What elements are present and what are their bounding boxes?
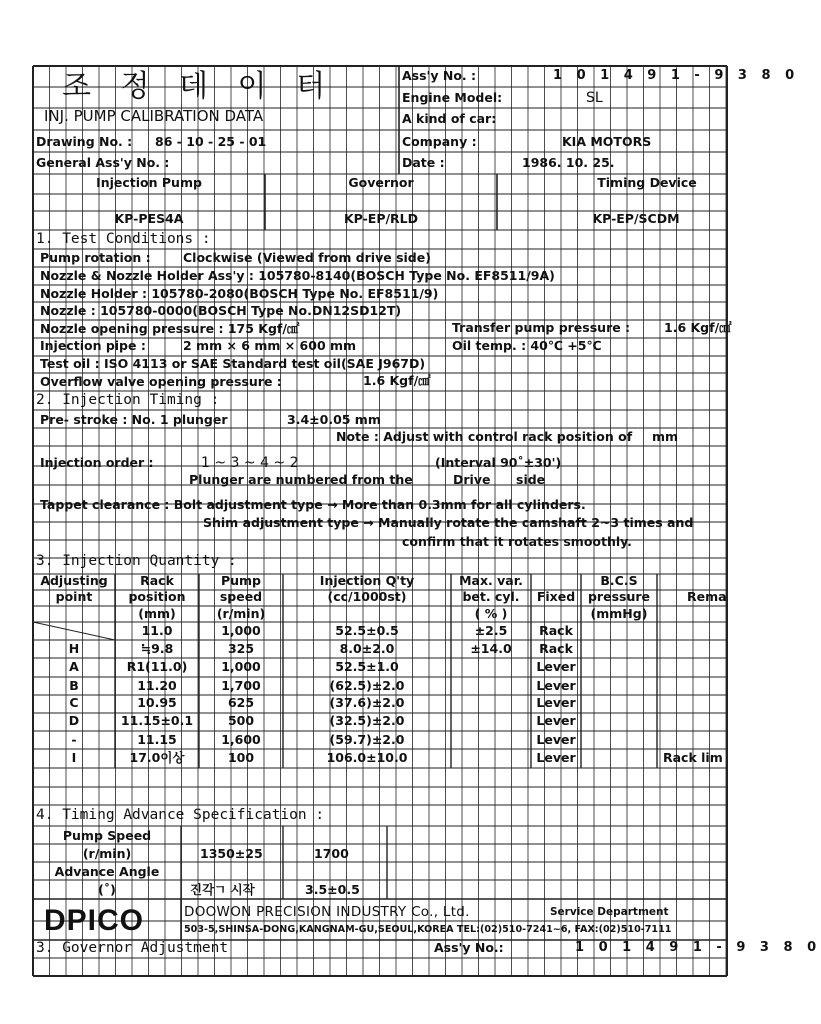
- col-rack-3: (mm): [138, 606, 176, 621]
- col-bcs-1: B.C.S: [600, 573, 638, 588]
- col-var-1: Max. var.: [459, 573, 523, 588]
- rack-position-note-unit: mm: [652, 429, 679, 444]
- qty-cell-point: H: [68, 641, 80, 656]
- injection-timing-heading: 2. Injection Timing :: [36, 392, 220, 408]
- nozzle-holder-assy: Nozzle & Nozzle Holder Ass'y : 105780-8140(BOSCH Type No. EF8511/9A): [40, 268, 555, 283]
- governor-assy-label: Ass'y No.:: [434, 940, 504, 955]
- company-label: Company :: [402, 134, 477, 149]
- qty-cell-fixed: Lever: [536, 695, 576, 710]
- assy-value: 1 0 1 4 9 1 - 9 3 8 0: [553, 68, 800, 83]
- qty-cell-speed: 625: [227, 695, 255, 710]
- nozzle: Nozzle : 105780-0000(BOSCH Type No.DN12SD12T): [40, 303, 402, 318]
- injection-order-value: 1 ~ 3 ~ 4 ~ 2: [201, 455, 299, 471]
- qty-cell-speed: 500: [227, 713, 255, 728]
- qty-cell-qty: (37.6)±2.0: [329, 695, 405, 710]
- drawing-value: 86 - 10 - 25 - 01: [155, 134, 267, 149]
- advance-angle-1: 진각ㄱ 시작: [190, 882, 255, 897]
- date-label: Date :: [402, 155, 445, 170]
- prestroke-value: 3.4±0.05 mm: [287, 412, 381, 427]
- qty-cell-speed: 1,600: [221, 732, 261, 747]
- qty-cell-qty: 106.0±10.0: [326, 750, 408, 765]
- assy-label: Ass'y No. :: [402, 68, 477, 83]
- qty-cell-point: C: [69, 695, 79, 710]
- col-var-2: bet. cyl.: [462, 589, 520, 604]
- test-conditions-heading: 1. Test Conditions :: [36, 231, 211, 247]
- drawing-label: Drawing No. :: [36, 134, 133, 149]
- plunger-numbering: Plunger are numbered from the: [189, 472, 413, 487]
- col-speed-2: speed: [219, 589, 263, 604]
- advance-angle-unit: (˚): [98, 882, 116, 897]
- qty-cell-rack: ≒9.8: [140, 641, 174, 656]
- qty-cell-speed: 100: [227, 750, 255, 765]
- qty-cell-rack: R1(11.0): [126, 659, 188, 674]
- injection-pipe-value: 2 mm × 6 mm × 600 mm: [183, 338, 357, 353]
- qty-cell-point: -: [71, 732, 77, 747]
- timing-speed-2: 1700: [314, 846, 349, 861]
- car-label: A kind of car:: [402, 111, 497, 126]
- company-logo: DPICO: [44, 904, 145, 937]
- qty-cell-fixed: Lever: [536, 659, 576, 674]
- timing-speed-1: 1350±25: [200, 846, 263, 861]
- qty-cell-rack: 11.15±0.1: [120, 713, 194, 728]
- test-oil: Test oil : ISO 4113 or SAE Standard test oil(SAE J967D): [40, 356, 426, 371]
- pump-rotation-value: Clockwise (Viewed from drive side): [183, 250, 431, 265]
- transfer-pump-pressure-label: Transfer pump pressure :: [452, 320, 631, 335]
- governor-assy-value: 1 0 1 4 9 1 - 9 3 8 0: [575, 940, 821, 955]
- col-qty-2: (cc/1000st): [327, 589, 407, 604]
- pump-speed-label: Pump Speed: [62, 828, 152, 843]
- qty-cell-qty: 52.5±1.0: [335, 659, 399, 674]
- component-header-governor: Governor: [348, 175, 414, 190]
- injection-quantity-heading: 3. Injection Quantity :: [36, 553, 237, 569]
- col-speed-3: (r/min): [216, 606, 266, 621]
- qty-cell-fixed: Lever: [536, 678, 576, 693]
- qty-cell-point: I: [71, 750, 77, 765]
- service-department: Service Department: [550, 906, 669, 918]
- governor-adjustment-heading: 3. Governor Adjustment: [36, 940, 229, 956]
- component-value-governor: KP-EP/RLD: [343, 211, 419, 226]
- qty-cell-rack: 11.20: [137, 678, 177, 693]
- side-label: side: [516, 472, 546, 487]
- overflow-valve-label: Overflow valve opening pressure :: [40, 374, 282, 389]
- tappet-clearance: Tappet clearance : Bolt adjustment type → More than 0.3mm for all cylinders.: [40, 497, 586, 512]
- company-address: 503-5,SHINSA-DONG,KANGNAM-GU,SEOUL,KOREA TEL:(02)510-7241~6, FAX:(02)510-7111: [184, 924, 672, 935]
- col-rack-2: position: [128, 589, 186, 604]
- injection-order-label: Injection order :: [40, 455, 154, 470]
- col-adjusting-2: point: [55, 589, 93, 604]
- col-bcs-2: pressure: [587, 589, 650, 604]
- qty-cell-qty: (59.7)±2.0: [329, 732, 405, 747]
- shim-adjustment-line2: confirm that it rotates smoothly.: [402, 534, 632, 549]
- col-remark: Rema: [687, 589, 727, 604]
- qty-cell-speed: 325: [227, 641, 255, 656]
- qty-cell-speed: 1,700: [221, 678, 261, 693]
- title-korean: 조 정 데 이 터: [62, 69, 336, 104]
- advance-angle-2: 3.5±0.5: [305, 882, 360, 897]
- qty-cell-fixed: Lever: [536, 750, 576, 765]
- component-header-timing: Timing Device: [597, 175, 697, 190]
- qty-cell-rack: 17.0이상: [129, 750, 185, 765]
- qty-cell-point: D: [68, 713, 80, 728]
- qty-cell-rack: 11.0: [141, 623, 173, 638]
- qty-cell-qty: 52.5±0.5: [335, 623, 399, 638]
- qty-cell-point: A: [69, 659, 79, 674]
- qty-cell-fixed: Rack: [539, 641, 573, 656]
- qty-cell-var: ±2.5: [474, 623, 508, 638]
- component-value-timing: KP-EP/SCDM: [592, 211, 680, 226]
- grid-line: [33, 622, 115, 640]
- qty-cell-speed: 1,000: [221, 659, 261, 674]
- qty-cell-var: ±14.0: [470, 641, 512, 656]
- transfer-pump-pressure-value: 1.6 Kgf/㎠: [664, 320, 732, 335]
- qty-cell-fixed: Lever: [536, 732, 576, 747]
- title-english: INJ. PUMP CALIBRATION DATA: [44, 107, 264, 125]
- col-adjusting-1: Adjusting: [40, 573, 108, 588]
- col-qty-1: Injection Q'ty: [319, 573, 415, 588]
- company-value: KIA MOTORS: [562, 134, 652, 149]
- pump-rotation-label: Pump rotation :: [40, 250, 151, 265]
- component-value-pump: KP-PES4A: [114, 211, 184, 226]
- nozzle-opening-pressure: Nozzle opening pressure : 175 Kgf/㎠: [40, 321, 300, 336]
- nozzle-holder: Nozzle Holder : 105780-2080(BOSCH Type No. EF8511/9): [40, 286, 439, 301]
- col-rack-1: Rack: [140, 573, 174, 588]
- engine-value: SL: [586, 90, 603, 106]
- component-header-pump: Injection Pump: [96, 175, 202, 190]
- oil-temp: Oil temp. : 40℃ +5℃: [452, 338, 602, 353]
- qty-cell-qty: (62.5)±2.0: [329, 678, 405, 693]
- injection-interval: (Interval 90˚±30'): [435, 455, 562, 470]
- injection-pipe-label: Injection pipe :: [40, 338, 146, 353]
- col-speed-1: Pump: [220, 573, 262, 588]
- general-assy-label: General Ass'y No. :: [36, 155, 170, 170]
- qty-cell-rack: 10.95: [137, 695, 177, 710]
- advance-angle-label: Advance Angle: [54, 864, 160, 879]
- date-value: 1986. 10. 25.: [522, 155, 615, 170]
- col-fixed: Fixed: [536, 589, 576, 604]
- col-var-3: ( % ): [474, 606, 508, 621]
- qty-cell-rack: 11.15: [137, 732, 177, 747]
- rack-position-note: Note : Adjust with control rack position of: [336, 429, 633, 444]
- company-name: DOOWON PRECISION INDUSTRY Co., Ltd.: [184, 904, 470, 920]
- engine-label: Engine Model:: [402, 90, 503, 105]
- drive-label: Drive: [453, 472, 491, 487]
- pump-speed-unit: (r/min): [82, 846, 132, 861]
- overflow-valve-value: 1.6 Kgf/㎠: [363, 373, 431, 388]
- timing-advance-heading: 4. Timing Advance Specification :: [36, 807, 325, 823]
- qty-cell-fixed: Lever: [536, 713, 576, 728]
- qty-cell-qty: (32.5)±2.0: [329, 713, 405, 728]
- qty-cell-point: B: [69, 678, 79, 693]
- col-bcs-3: (mmHg): [590, 606, 648, 621]
- qty-cell-remark: Rack lim: [663, 750, 723, 765]
- qty-cell-speed: 1,000: [221, 623, 261, 638]
- prestroke-label: Pre- stroke : No. 1 plunger: [40, 412, 228, 427]
- shim-adjustment-line1: Shim adjustment type → Manually rotate the camshaft 2~3 times and: [203, 515, 694, 530]
- qty-cell-fixed: Rack: [539, 623, 573, 638]
- qty-cell-qty: 8.0±2.0: [339, 641, 395, 656]
